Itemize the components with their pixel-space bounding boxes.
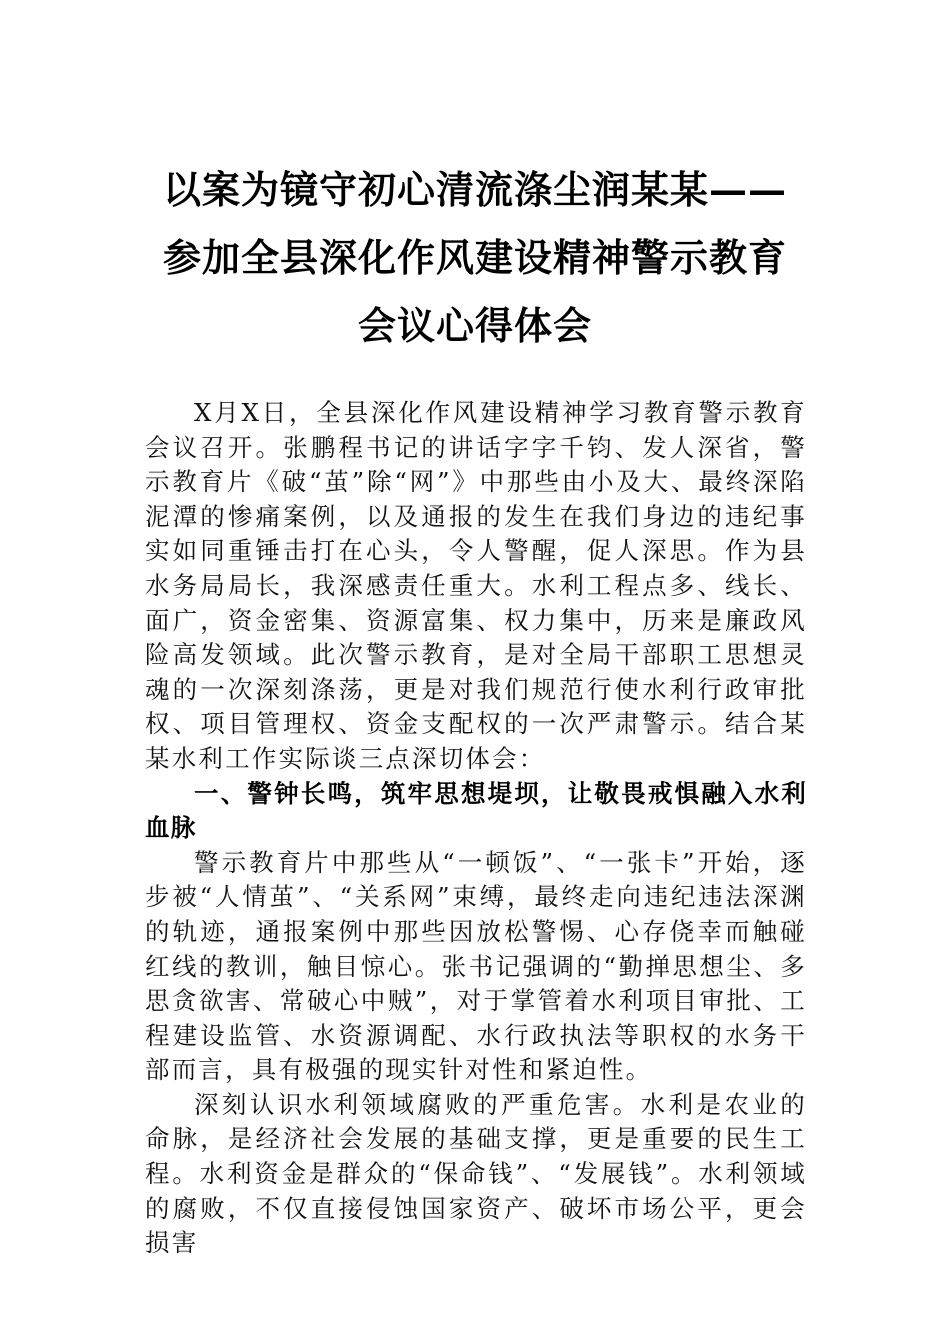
body-paragraph: 警示教育片中那些从“一顿饭”、“一张卡”开始，逐步被“人情茧”、“关系网”束缚，最终走向违纪违法深渊的轨迹，通报案例中那些因放松警惕、心存侥幸而触碰红线的教训，触目惊心。张书记强调的“勤掸思想尘、多思贪欲害、常破心中贼”，对于掌管着水利项目审批、工程建设监管、水资源调配、水行政执法等职权的水务干部而言，具有极强的现实针对性和紧迫性。 <box>145 847 807 1085</box>
document-body <box>145 396 807 1261</box>
document-title: 以案为镜守初心清流涤尘润某某——参加全县深化作风建设精神警示教育会议心得体会 <box>162 167 787 348</box>
section-heading-1: 一、警钟长鸣，筑牢思想堤坝，让敬畏戒惧融入水利血脉 <box>145 778 807 843</box>
body-paragraph: 深刻认识水利领域腐败的严重危害。水利是农业的命脉，是经济社会发展的基础支撑，更是重要的民生工程。水利资金是群众的“保命钱”、“发展钱”。水利领域的腐败，不仅直接侵蚀国家资产、破坏市场公平，更会损害 <box>145 1089 807 1258</box>
intro-paragraph: X月X日，全县深化作风建设精神学习教育警示教育会议召开。张鹏程书记的讲话字字千钧、发人深省，警示教育片《破“茧”除“网”》中那些由小及大、最终深陷泥潭的惨痛案例，以及通报的发生在我们身边的违纪事实如同重锤击打在心头，令人警醒，促人深思。作为县水务局局长，我深感责任重大。水利工程点多、线长、面广，资金密集、资源富集、权力集中，历来是廉政风险高发领域。此次警示教育，是对全局干部职工思想灵魂的一次深刻涤荡，更是对我们规范行使水利行政审批权、项目管理权、资金支配权的一次严肃警示。结合某某水利工作实际谈三点深切体会： <box>145 398 807 773</box>
